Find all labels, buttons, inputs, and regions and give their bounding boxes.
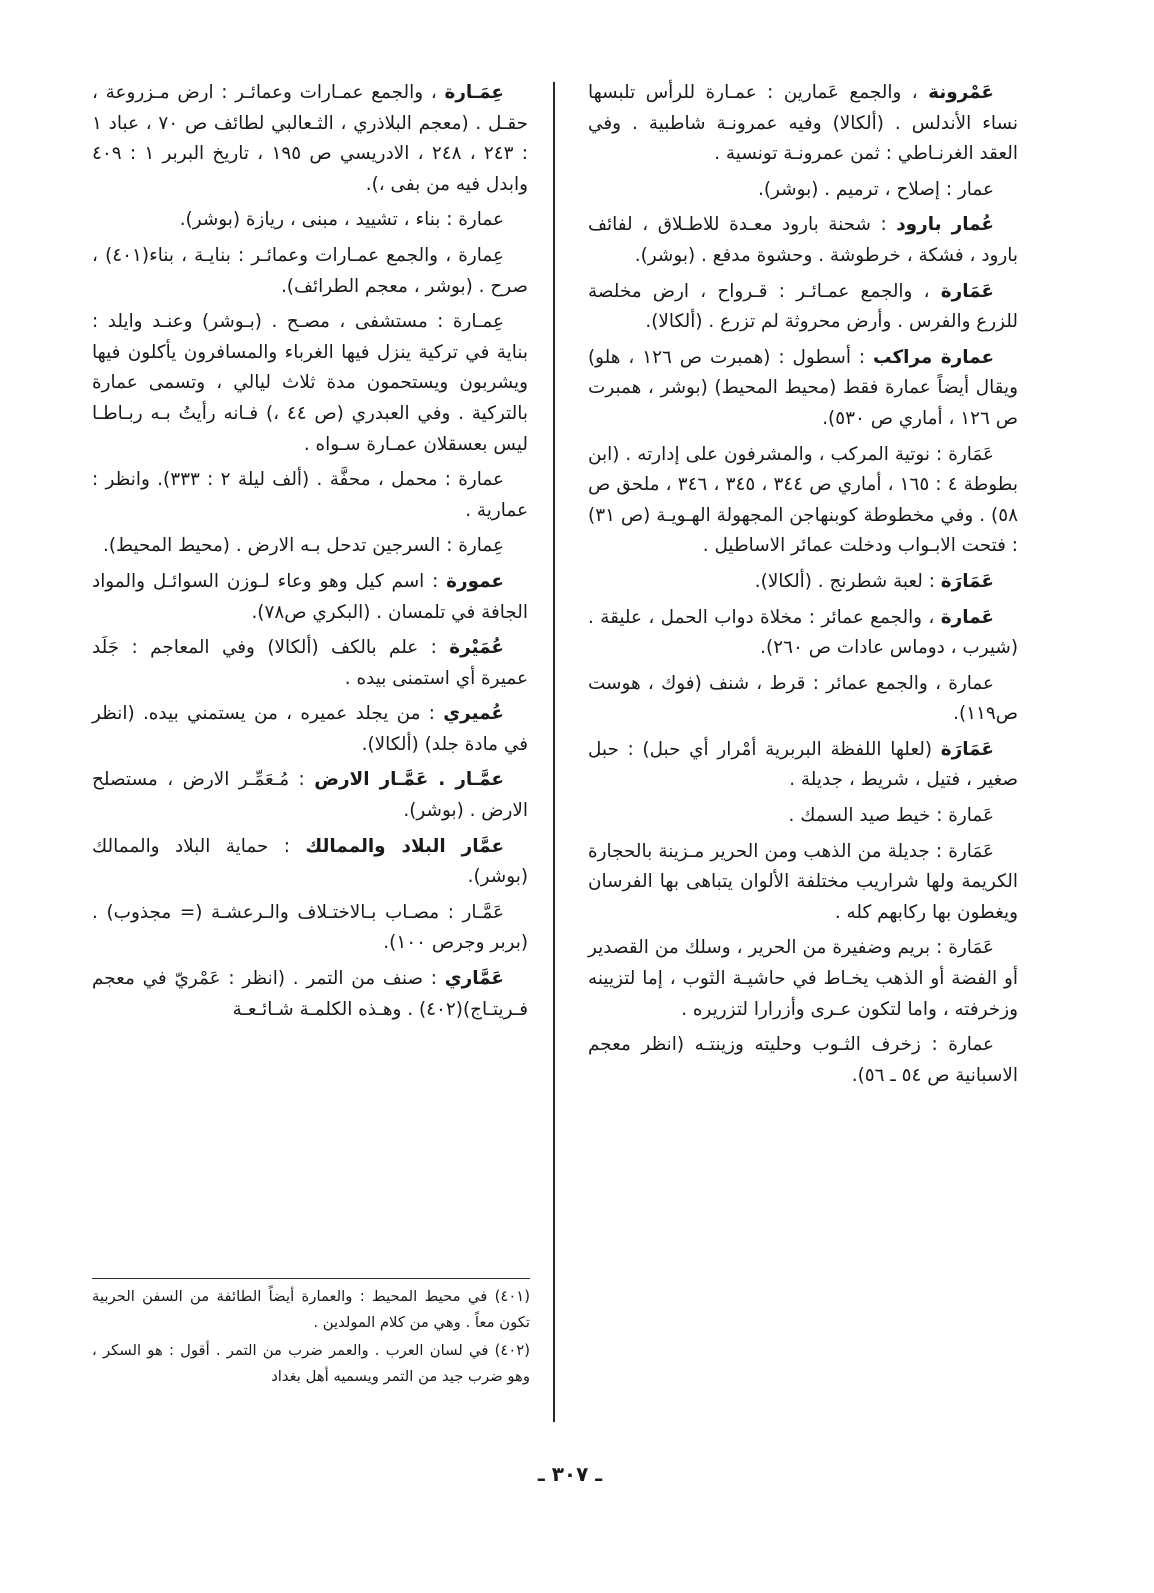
dictionary-entry: [92, 465, 528, 526]
entry-text: (لعلها اللفظة البربرية أمْرار أي حبل) : حبل صغير ، فتيل ، شريط ، جديلة .: [588, 738, 1018, 791]
entry-text: ، والجمع عمـائـر : قـرواح ، ارض مخلصة للزرع والفرس . وأرض محروثة لم تزرع . (ألكالا).: [588, 280, 1018, 333]
entry-text: عمارة : بناء ، تشييد ، مبنى ، ريازة (بوشر).: [179, 209, 504, 231]
entry-text: عَمارة : خيط صيد السمك .: [788, 805, 994, 827]
column-divider: [553, 82, 555, 1422]
dictionary-entry: [588, 837, 1018, 929]
dictionary-entry: [588, 210, 1018, 271]
dictionary-entry: [588, 78, 1018, 170]
entry-headword: عُميري: [443, 703, 504, 725]
entry-text: : لعبة شطرنج . (ألكالا).: [754, 570, 941, 592]
dictionary-entry: [588, 735, 1018, 796]
entry-headword: عَمْرونة: [928, 82, 994, 103]
entry-text: : أسطول : (همبرت ص ١٢٦ ، هلو) ويقال أيضاً عمارة فقط (محيط المحيط) (بوشر ، همبرت ص ١٢٦ ، أماري ص ٥٣٠).: [588, 346, 1018, 429]
entry-headword: عَمَارَة: [940, 738, 994, 760]
entry-headword: عُمَيْرة: [449, 637, 504, 659]
entry-text: عِمارة ، والجمع عمـارات وعمائـر : بنايـة ، بناء(٤٠١) ، صرح . (بوشر ، معجم الطرائف).: [92, 244, 528, 297]
footnote: (٤٠١) في محيط المحيط : والعمارة أيضاً الطائفة من السفن الحربية تكون معاً . وهي من كلام المولدين .: [92, 1288, 530, 1331]
entry-text: عمارة : محمل ، محفَّة . (ألف ليلة ٢ : ٣٣٣). وانظر : عمارية .: [92, 469, 528, 521]
entry-headword: عمورة: [446, 570, 504, 592]
dictionary-entry: [588, 933, 1018, 1025]
dictionary-entry: [92, 898, 528, 959]
entry-text: عمارة ، والجمع عمائر : قرط ، شنف (فوك ، هوست ص١١٩).: [588, 672, 1018, 725]
right-column: [588, 78, 1018, 1096]
dictionary-entry: [92, 78, 528, 200]
dictionary-entry: [588, 343, 1018, 435]
entry-text: عَمَارة : جديلة من الذهب ومن الحرير مـزينة بالحجارة الكريمة ولها شراريب مختلفة الألوان يتباهى بها الفرسان ويغطون بها ركابهم كله .: [588, 840, 1018, 923]
entry-text: عمار : إصلاح ، ترميم . (بوشر).: [758, 178, 994, 200]
footnotes: [92, 1284, 530, 1392]
entry-headword: عَمارة: [940, 606, 994, 628]
left-column: [92, 78, 528, 1030]
dictionary-entry: [92, 633, 528, 694]
dictionary-entry: [588, 801, 1018, 832]
dictionary-entry: [588, 440, 1018, 562]
dictionary-entry: [588, 277, 1018, 338]
entry-text: : اسم كيل وهو وعاء لـوزن السوائـل والمواد الجافة في تلمسان . (البكري ص٧٨).: [92, 570, 528, 623]
entry-text: : من يجلد عميره ، من يستمني بيده. (انظر في مادة جلد) (ألكالا).: [92, 703, 528, 755]
entry-headword: عمَّـار . عَمَّـار الارض: [314, 769, 504, 791]
entry-text: عَمَارة : نوتية المركب ، والمشرفون على إدارته . (ابن بطوطة ٤ : ١٦٥ ، أماري ص ٣٤٤ ، ٣٤٥ ، ٣٤٦ ، ملحق ص ٥٨) . وفي مخطوطة كوبنهاجن المجهولة الهـويـة (ص ٣١) : فتحت الابـواب ودخلت عمائر الاساطيل .: [588, 443, 1018, 557]
entry-text: ، والجمع عمائر : مخلاة دواب الحمل ، عليقة . (شيرب ، دوماس عادات ص ٢٦٠).: [588, 606, 1018, 659]
dictionary-entry: [588, 669, 1018, 730]
entry-headword: عِمَـارة: [444, 82, 504, 103]
entry-headword: عَمَّاري: [444, 968, 504, 990]
dictionary-entry: [92, 567, 528, 628]
entry-text: عِمـارة : مستشفى ، مصـح . (بـوشر) وعنـد وايلد : بناية في تركية ينزل فيها الغرباء والمسافرون يأكلون فيها ويشربون ويستحمون مدة ثلاث ليالي ، وتسمى عمارة بالتركية . وفي العبدري (ص ٤٤ ،) فـانه رأيتُ بـه ربـاطـا ليس بعسقلان عمـارة سـواه .: [92, 311, 528, 455]
entry-text: : صنف من التمر . (انظر : عَمْريّ في معجم فـريتـاج)(٤٠٢) . وهـذه الكلمـة شـائـعـة: [92, 968, 528, 1020]
entry-text: عَمَارة : بريم وضفيرة من الحرير ، وسلك من القصدير أو الفضة أو الذهب يخـاط في حاشيـة الثوب ، إما لتزيينه وزخرفته ، واما لتكون عـرى وأزرارا لتزريره .: [588, 937, 1018, 1020]
entry-text: : علم بالكف (ألكالا) وفي المعاجم : جَلَد عميرة أي استمنى بيده .: [92, 637, 528, 689]
dictionary-entry: [588, 603, 1018, 664]
entry-text: عِمارة : السرجين تدحل بـه الارض . (محيط المحيط).: [102, 535, 504, 557]
entry-headword: عمَّار البلاد والممالك: [305, 835, 505, 857]
dictionary-entry: [92, 531, 528, 562]
entry-text: عَمَّـار : مصـاب بـالاختـلاف والـرعشـة (= مجذوب) . (بربر وجرص ١٠٠).: [92, 901, 528, 954]
dictionary-entry: [92, 241, 528, 302]
entry-text: ، والجمع عَمارين : عمـارة للرأس تلبسها نساء الأندلس . (ألكالا) وفيه عمرونـة شاطبية . وفي العقد الغرنـاطي : ثمن عمرونـة تونسية .: [588, 82, 1018, 165]
entry-text: عمارة : زخرف الثـوب وحليته وزينتـه (انظر معجم الاسبانية ص ٥٤ ـ ٥٦).: [588, 1034, 1018, 1086]
entry-text: : شحنة بارود معـدة للاطـلاق ، لفائف بارود ، فشكة ، خرطوشة . وحشوة مدفع . (بوشر).: [588, 214, 1018, 266]
entry-headword: عَمَارَة: [940, 570, 994, 592]
dictionary-entry: [588, 175, 1018, 206]
entry-text: : مُـعَمِّـر الارض ، مستصلح الارض . (بوشر).: [92, 769, 528, 822]
footnote-rule: [92, 1278, 530, 1279]
footnote: (٤٠٢) في لسان العرب . والعمر ضرب من التمر . أقول : هو السكر ، وهو ضرب جيد من التمر ويسميه أهل بغداد: [92, 1342, 530, 1385]
dictionary-entry: [92, 699, 528, 760]
entry-text: : حماية البلاد والممالك (بوشر).: [92, 835, 528, 888]
entry-text: ، والجمع عمـارات وعمائـر : ارض مـزروعة ، حقـل . (معجم البلاذري ، الثـعالبي لطائف ص ٧٠ ، عباد ١ : ٢٤٣ ، ٢٤٨ ، الادريسي ص ١٩٥ ، تاريخ البربر ١ : ٤٠٩ وابدل فيه من بفى ،).: [92, 82, 528, 195]
entry-headword: عَمَارة: [940, 280, 994, 302]
page-number: ـ ٣٠٧ ـ: [537, 1462, 603, 1486]
dictionary-entry: [588, 1030, 1018, 1091]
dictionary-entry: [588, 567, 1018, 598]
dictionary-entry: [92, 964, 528, 1025]
entry-headword: عمارة مراكب: [873, 346, 995, 368]
entry-headword: عُمار بارود: [896, 214, 994, 236]
dictionary-entry: [92, 205, 528, 236]
dictionary-entry: [92, 765, 528, 826]
dictionary-entry: [92, 307, 528, 460]
dictionary-entry: [92, 832, 528, 893]
